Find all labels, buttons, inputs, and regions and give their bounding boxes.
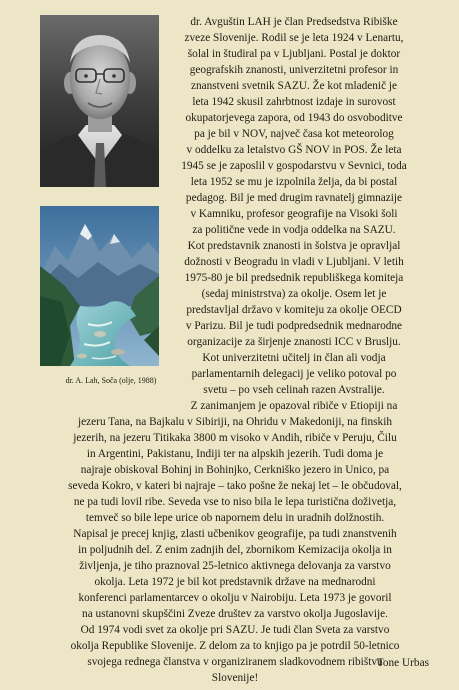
text-line: v Parizu. Bil je tudi podpredsednik mednarodne [185,320,403,332]
text-line: seveda Kokro, v kateri bi najraje – tako pošne že nekaj let – le občudoval, [68,480,402,492]
text-line: zveze Slovenije. Rodil se je leta 1924 v Lenartu, [184,32,404,44]
text-line: na ustanovni skupščini Zveze društev za varstvo okolja Jugoslavije. [82,608,388,620]
text-line: (sedaj ministrstva) za okolje. Osem let je [201,288,387,300]
text-line: šolal in študiral pa v Ljubljani. Postal je doktor [187,48,401,60]
text-line: pedagog. Bil je med drugim ravnatelj gimnazije [185,192,403,204]
text-line: Napisal je precej knjig, zlasti učbenikov geografije, pa tudi znanstvenih [73,528,397,540]
text-line: jezeru Tana, na Bajkalu v Sibiriji, na Ohridu v Makedoniji, na finskih [78,416,392,428]
text-line: jezerih, na jezeru Titikaka 3800 m visoko v Andih, ribiče v Peruju, Čilu [73,432,397,444]
painting-caption: dr. A. Lah, Soča (olje, 1988) [65,376,157,385]
text-line: 1945 se je zaposlil v gospodarstvu v Sevnici, toda [181,160,407,172]
text-line: Z zanimanjem je opazoval ribiče v Etiopiji na [190,400,398,412]
text-line: znanstveni svetnik SAZU. Že kot mladenič je [190,80,398,92]
text-line: ne pa tudi lovil ribe. Seveda vse to niso bila le lepa turistična doživetja, [73,496,397,508]
text-line: okupatorjevega zapora, od 1943 do osvoboditve [185,112,403,124]
text-line: Od 1974 vodi svet za okolje pri SAZU. Je tudi član Sveta za varstvo [80,624,390,636]
text-line: dr. Avguštin LAH je član Predsedstva Ribiške [190,16,398,28]
author-signature: Tone Urbas [376,657,429,669]
text-line: okolja. Leta 1972 je bil kot predstavnik države na mednarodni [94,576,376,588]
author-portrait-photo [40,15,159,187]
painting-image [40,206,159,366]
text-line: Slovenije! [211,672,259,684]
soca-painting [40,206,159,366]
text-line: Kot univerzitetni učitelj in član ali vodja [202,352,386,364]
text-line: pa je bil v NOV, največ časa kot meteorolog [194,128,394,140]
text-line: geografskih znanosti, univerzitetni profesor in [189,64,399,76]
text-line: življenja, je tiho praznoval 25-letnico aktivnega delovanja za varstvo [79,560,391,572]
text-line: in Argentini, Pakistanu, Indiji ter na alpskih jezerih. Tudi doma je [86,448,384,460]
text-line: konferenci parlamentarcev o okolju v Nairobiju. Leta 1973 je govoril [78,592,392,604]
text-line: v oddelku za letalstvo GŠ NOV in POS. Že leta [186,144,402,156]
text-line: 1975-80 je bil predsednik republiškega komiteja [184,272,404,284]
text-line: parlamentarnih delegacij je veliko potoval po [191,368,397,380]
text-line: v Kamniku, profesor geografije na Visoki šoli [190,208,398,220]
text-line: leta 1942 skusil zahrbtnost izdaje in surovost [192,96,396,108]
text-line: okolja Republike Slovenije. Z delom za to knjigo pa je potrdil 50-letnico [70,640,400,652]
text-line: leta 1952 se mu je izpolnila želja, da bi postal [190,176,398,188]
text-line: svojega rednega članstva v organiziranem sladkovodnem ribištvu [87,656,383,668]
text-line: organizacije za širjenje znanosti ICC v Bruslju. [187,336,401,348]
text-line: Kot predstavnik znanosti in šolstva je opravljal [187,240,401,252]
text-line: svetu – po vseh celinah razen Avstralije. [203,384,385,396]
text-line: za politične vede in vodja oddelka na SAZU. [192,224,396,236]
text-line: temveč so bile lepe urice ob napornem delu in uradnih dolžnostih. [85,512,385,524]
text-line: najraje obiskoval Bohinj in Bohinjko, Cerkniško jezero in Unico, pa [80,464,390,476]
text-line: dožnosti v Beogradu in vladi v Ljubljani. V letih [184,256,404,268]
text-line: predstavljal državo v komiteju za okolje OECD [186,304,402,316]
text-line: in poljudnih del. Z enim zadnjih del, zbornikom Kemizacija okolja in [78,544,392,556]
portrait-image [40,15,159,187]
